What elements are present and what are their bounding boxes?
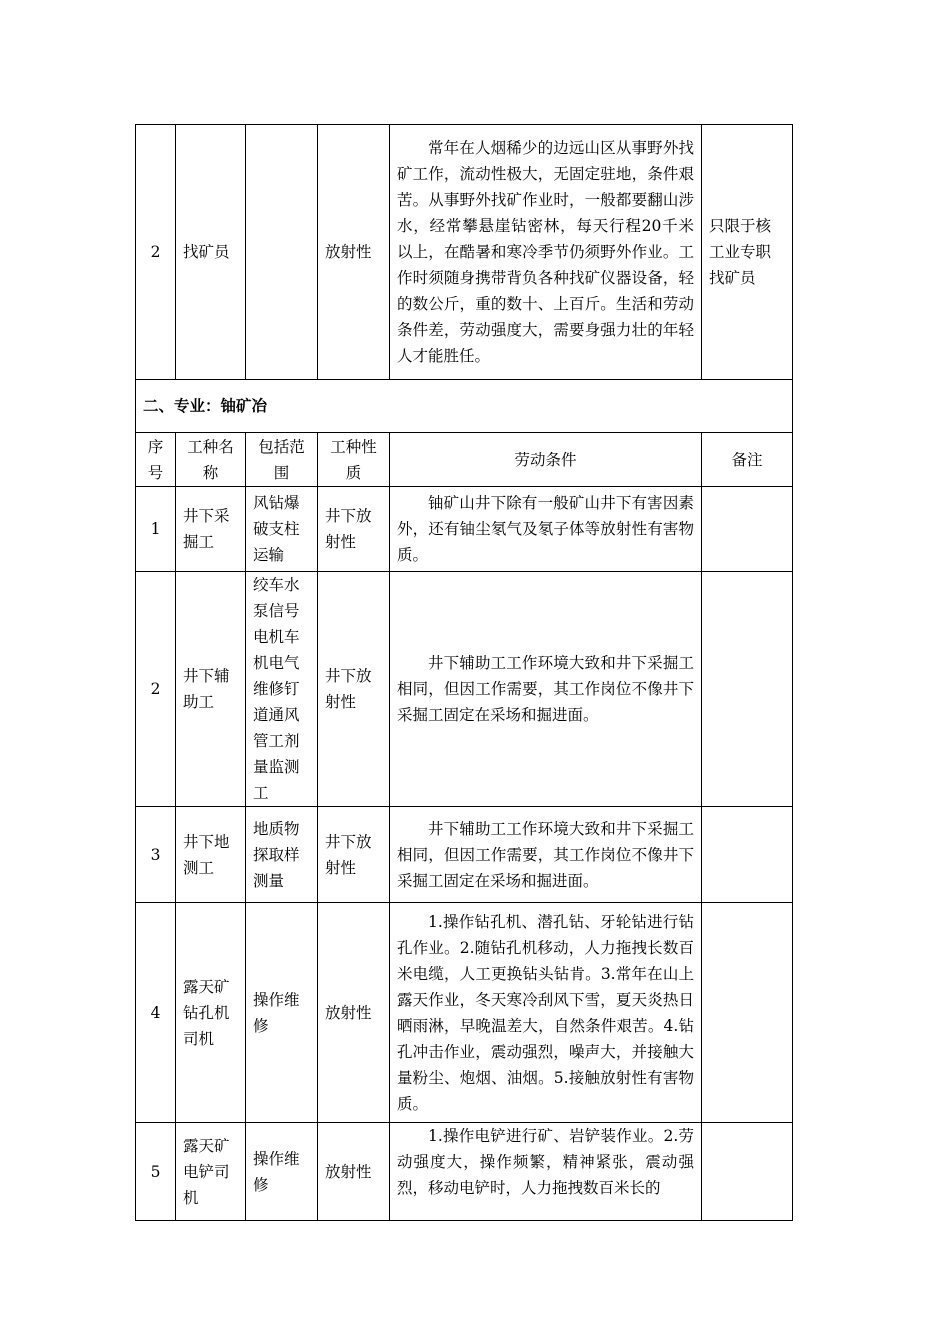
cell-scope: 操作维修	[246, 1123, 318, 1221]
section-row	[136, 380, 793, 433]
table-row	[136, 903, 793, 1123]
cell-conditions	[390, 807, 702, 903]
cell-no: 1	[136, 487, 176, 572]
cell-scope: 操作维修	[246, 903, 318, 1123]
table-row	[136, 807, 793, 903]
header-remark: 备注	[702, 433, 793, 487]
cell-conditions	[390, 572, 702, 807]
cell-no: 3	[136, 807, 176, 903]
conditions-text: 1.操作电铲进行矿、岩铲装作业。2.劳动强度大，操作频繁，精神紧张，震动强烈，移动电铲时，人力拖拽数百米长的	[397, 1127, 694, 1197]
cell-remark	[702, 903, 793, 1123]
section-title: 二、专业：铀矿冶	[136, 380, 793, 433]
cell-conditions	[390, 1123, 702, 1221]
cell-remark	[702, 1123, 793, 1221]
cell-no: 2	[136, 572, 176, 807]
cell-type: 井下辅助工	[176, 572, 246, 807]
conditions-text: 常年在人烟稀少的边远山区从事野外找矿工作，流动性极大，无固定驻地，条件艰苦。从事野外找矿作业时，一般都要翻山涉水，经常攀悬崖钻密林，每天行程20千米以上，在酷暑和寒冷季节仍须野外作业。工作时须随身携带背负各种找矿仪器设备，轻的数公斤，重的数十、上百斤。生活和劳动条件差，劳动强度大，需要身强力壮的年轻人才能胜任。	[397, 139, 694, 365]
cell-no: 2	[136, 125, 176, 380]
header-nature: 工种性质	[318, 433, 390, 487]
cell-nature: 放射性	[318, 1123, 390, 1221]
cell-scope: 风钻爆破支柱运输	[246, 487, 318, 572]
cell-type: 井下采掘工	[176, 487, 246, 572]
cell-remark: 只限于核工业专职找矿员	[702, 125, 793, 380]
cell-no: 4	[136, 903, 176, 1123]
conditions-text: 井下辅助工工作环境大致和井下采掘工相同，但因工作需要，其工作岗位不像井下采掘工固定在采场和掘进面。	[397, 819, 694, 890]
cell-nature: 井下放射性	[318, 807, 390, 903]
table-row	[136, 1123, 793, 1221]
cell-remark	[702, 487, 793, 572]
cell-nature: 放射性	[318, 903, 390, 1123]
cell-type: 露天矿钻孔机司机	[176, 903, 246, 1123]
cell-nature: 放射性	[318, 125, 390, 380]
header-conditions: 劳动条件	[390, 433, 702, 487]
header-type: 工种名称	[176, 433, 246, 487]
cell-type: 找矿员	[176, 125, 246, 380]
table-row-prospector	[136, 125, 793, 380]
conditions-text: 1.操作钻孔机、潜孔钻、牙轮钻进行钻孔作业。2.随钻孔机移动，人力拖拽长数百米电缆，人工更换钻头钻肯。3.常年在山上露天作业，冬天寒冷刮风下雪，夏天炎热日晒雨淋，早晚温差大，自然条件艰苦。4.钻孔冲击作业，震动强烈，噪声大，并接触大量粉尘、炮烟、油烟。5.接触放射性有害物质。	[397, 912, 694, 1113]
cell-scope: 地质物探取样测量	[246, 807, 318, 903]
header-scope: 包括范围	[246, 433, 318, 487]
cell-remark	[702, 572, 793, 807]
cell-no: 5	[136, 1123, 176, 1221]
header-no: 序号	[136, 433, 176, 487]
conditions-text: 铀矿山井下除有一般矿山井下有害因素外，还有铀尘氡气及氡子体等放射性有害物质。	[397, 494, 694, 564]
table-row	[136, 487, 793, 572]
cell-scope: 绞车水泵信号电机车机电气维修钉道通风管工剂量监测工	[246, 572, 318, 807]
conditions-text: 井下辅助工工作环境大致和井下采掘工相同，但因工作需要，其工作岗位不像井下采掘工固定在采场和掘进面。	[397, 654, 694, 724]
cell-conditions	[390, 903, 702, 1123]
cell-nature: 井下放射性	[318, 572, 390, 807]
work-type-table	[135, 124, 793, 1221]
header-row	[136, 433, 793, 487]
cell-type: 井下地测工	[176, 807, 246, 903]
cell-type: 露天矿电铲司机	[176, 1123, 246, 1221]
cell-remark	[702, 807, 793, 903]
cell-conditions	[390, 125, 702, 380]
cell-scope	[246, 125, 318, 380]
cell-nature: 井下放射性	[318, 487, 390, 572]
table-row	[136, 572, 793, 807]
cell-conditions	[390, 487, 702, 572]
